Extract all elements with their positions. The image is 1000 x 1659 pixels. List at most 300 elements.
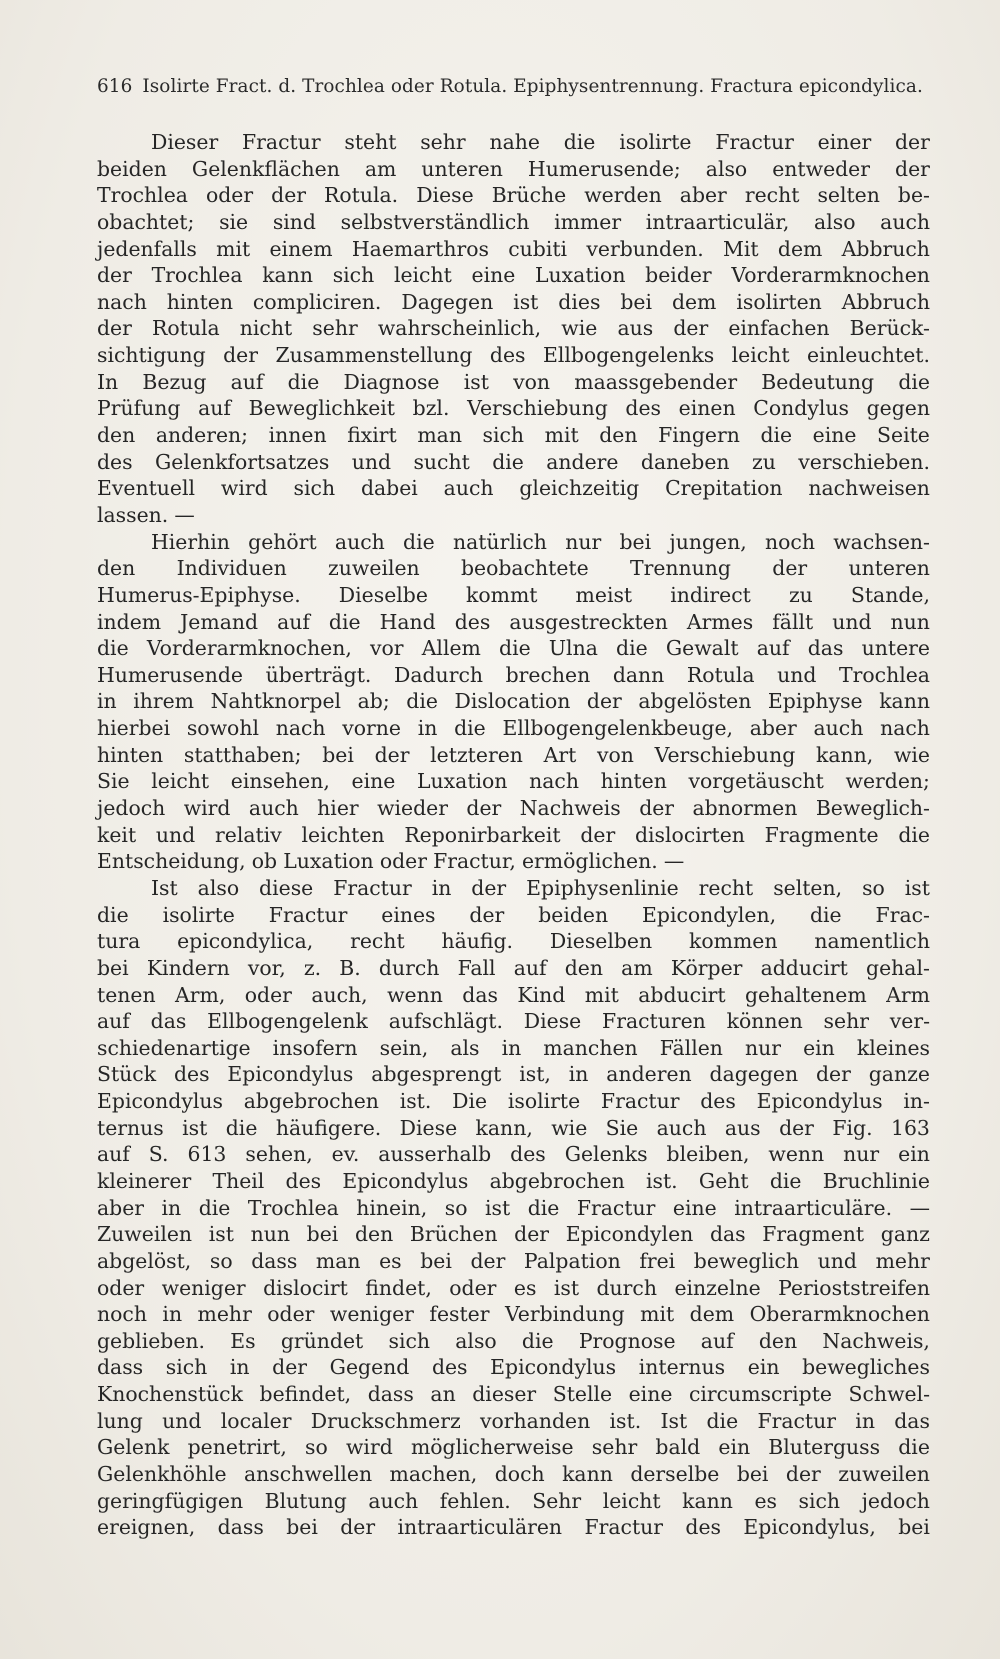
- text-line: [97, 1195, 930, 1222]
- word: Diese: [416, 183, 474, 208]
- word: wahrscheinlich,: [377, 316, 542, 341]
- word: Gelenks: [564, 1142, 648, 1167]
- text-line: [97, 289, 930, 316]
- word: abgebrochen: [489, 1168, 625, 1193]
- word: Trennung: [629, 556, 731, 581]
- word: des: [685, 1515, 721, 1540]
- word: Allem: [421, 636, 481, 661]
- word: anderen;: [155, 423, 249, 448]
- word: sehr: [823, 1009, 869, 1034]
- word: namentlich: [814, 929, 930, 954]
- word: bleiben,: [666, 1142, 750, 1167]
- word: des: [97, 449, 133, 474]
- word: gleichzeitig: [519, 476, 640, 501]
- word: Es: [230, 1328, 256, 1353]
- word: Ellbogengelenk: [207, 1009, 368, 1034]
- word: befindet,: [259, 1382, 352, 1407]
- word: penetrirt,: [187, 1435, 287, 1460]
- word: bei: [736, 1462, 769, 1487]
- word: der: [471, 875, 507, 900]
- word: sehr: [591, 1435, 638, 1460]
- word: sehr: [420, 130, 466, 154]
- word: sie: [219, 209, 249, 234]
- word: leicht: [602, 1488, 661, 1513]
- word: anderen: [606, 1062, 692, 1087]
- word: Körper: [670, 955, 743, 980]
- word: jedenfalls: [97, 236, 197, 261]
- word: also: [455, 1328, 497, 1353]
- word: —: [909, 1195, 930, 1220]
- word: Condylus: [753, 396, 849, 421]
- word: Kindern: [146, 955, 230, 980]
- word: Reponirbarkeit: [404, 822, 561, 847]
- text-line: [97, 1035, 930, 1062]
- word: internus: [638, 1355, 726, 1380]
- word: Fractur,: [433, 849, 516, 874]
- word: werden: [584, 183, 662, 208]
- word: ganze: [868, 1062, 930, 1087]
- word: leicht: [151, 769, 210, 794]
- word: die: [527, 1195, 560, 1220]
- word: bei: [306, 1222, 339, 1247]
- word: tura: [97, 929, 141, 954]
- word: Luxation: [416, 769, 508, 794]
- word: Humerusende;: [527, 156, 681, 181]
- word: des: [285, 1168, 322, 1193]
- word: in: [431, 875, 452, 900]
- word: der: [779, 1115, 814, 1140]
- word: nun: [890, 609, 930, 634]
- word: der: [340, 1515, 376, 1540]
- text-line: [97, 262, 930, 289]
- word: es: [379, 1248, 402, 1273]
- word: ist: [553, 1275, 580, 1300]
- word: auch: [813, 716, 864, 741]
- word: Verbindung: [504, 1302, 625, 1327]
- running-title: Isolirte Fract. d. Trochlea oder Rotula. Epiphysentrennung. Fractura epicondylica.: [142, 76, 923, 97]
- word: ist: [208, 1222, 234, 1247]
- word: hinten: [166, 289, 233, 314]
- word: wird: [183, 796, 231, 821]
- word: die: [492, 449, 524, 474]
- word: die: [499, 636, 531, 661]
- word: kommt: [465, 582, 538, 607]
- word: die: [225, 1115, 258, 1140]
- word: die: [97, 636, 129, 661]
- word: das: [807, 636, 844, 661]
- word: obachtet;: [97, 209, 195, 234]
- word: wenn: [768, 1142, 825, 1167]
- word: Nachweis: [519, 796, 621, 821]
- word: auch: [656, 1115, 707, 1140]
- word: Die: [452, 1089, 488, 1114]
- word: ausgestreckten: [509, 609, 668, 634]
- word: Fractur: [757, 1408, 836, 1433]
- word: in: [162, 1302, 183, 1327]
- word: abgelösten: [638, 689, 752, 714]
- word: häufigere.: [275, 1115, 382, 1140]
- word: ist: [513, 289, 539, 314]
- word: Epicondylus,: [743, 1515, 876, 1540]
- word: Gelenkflächen: [191, 156, 340, 181]
- word: Frac-: [875, 902, 930, 927]
- word: ermöglichen.: [521, 849, 658, 874]
- word: auf: [97, 1142, 130, 1167]
- word: isolirten: [736, 289, 822, 314]
- word: lung: [97, 1408, 143, 1433]
- word: Gelenk: [97, 1435, 170, 1460]
- word: mit: [544, 423, 579, 448]
- word: die: [616, 636, 648, 661]
- word: abgelöst,: [97, 1248, 192, 1273]
- word: abgebrochen: [243, 1089, 379, 1114]
- word: abnormen: [692, 796, 798, 821]
- word: nur: [843, 1142, 880, 1167]
- word: der: [895, 130, 930, 154]
- word: Armes: [686, 609, 754, 634]
- word: steht: [344, 130, 397, 154]
- word: am: [364, 156, 397, 181]
- word: Verschiebung: [654, 742, 796, 767]
- word: Dieselben: [549, 929, 653, 954]
- word: den: [564, 955, 603, 980]
- word: findet,: [365, 1275, 432, 1300]
- word: als: [450, 1035, 480, 1060]
- word: relativ: [215, 822, 282, 847]
- word: eine: [812, 423, 857, 448]
- text-line: [97, 635, 930, 662]
- word: recht: [744, 183, 800, 208]
- text-line: [97, 1168, 930, 1195]
- word: tenen: [97, 982, 156, 1007]
- word: nun: [250, 1222, 290, 1247]
- word: wachsen-: [833, 529, 930, 554]
- word: wie: [561, 316, 598, 341]
- word: ihrem: [133, 689, 195, 714]
- word: häufig.: [441, 929, 514, 954]
- word: und: [155, 822, 196, 847]
- word: isolirte: [507, 1089, 581, 1114]
- word: in: [568, 1062, 589, 1087]
- word: Vorderarmknochen,: [146, 636, 352, 661]
- text-line: [97, 609, 930, 636]
- word: der: [466, 796, 502, 821]
- text-line: [97, 1488, 930, 1515]
- word: also: [705, 156, 748, 181]
- word: Oberarmknochen: [749, 1302, 930, 1327]
- word: dislocirten: [634, 822, 745, 847]
- text-line: [97, 502, 930, 529]
- word: einleuchtet.: [807, 343, 930, 368]
- word: Epicondylus: [490, 1355, 617, 1380]
- word: Stande,: [850, 582, 930, 607]
- word: Jemand: [180, 609, 259, 634]
- body-text: [97, 129, 930, 1541]
- word: aber: [679, 183, 727, 208]
- word: kleines: [856, 1035, 930, 1060]
- word: überträgt.: [265, 662, 372, 687]
- word: ist: [463, 369, 489, 394]
- word: die: [97, 902, 129, 927]
- word: intraarticuläre.: [734, 1195, 893, 1220]
- text-line: [97, 1088, 930, 1115]
- word: den: [97, 556, 136, 581]
- word: Rotula.: [324, 183, 399, 208]
- word: ausserhalb: [378, 1142, 492, 1167]
- word: an: [430, 1382, 456, 1407]
- word: Ellbogengelenkbeuge,: [502, 716, 734, 741]
- word: vorgetäuscht: [688, 769, 824, 794]
- word: der: [785, 1462, 821, 1487]
- word: in: [161, 1195, 182, 1220]
- word: Dislocation: [454, 689, 571, 714]
- text-line: [97, 875, 930, 902]
- word: des: [431, 1355, 468, 1380]
- word: das: [894, 1408, 930, 1433]
- word: mit: [216, 236, 251, 261]
- word: isolirte: [619, 130, 692, 154]
- word: ereignen,: [97, 1515, 196, 1540]
- word: auch: [368, 1488, 419, 1513]
- word: wird: [345, 1435, 393, 1460]
- word: sind: [272, 209, 316, 234]
- word: ist: [182, 1115, 208, 1140]
- word: dass: [251, 1248, 298, 1273]
- word: nachweisen: [808, 476, 930, 501]
- word: unteren: [421, 156, 503, 181]
- word: hinten: [97, 742, 164, 767]
- word: fehlen.: [439, 1488, 511, 1513]
- word: jedoch: [861, 1488, 930, 1513]
- word: ist.: [399, 1089, 432, 1114]
- word: vor,: [247, 955, 286, 980]
- word: und: [162, 1408, 202, 1433]
- word: verschieben.: [798, 449, 930, 474]
- word: bzl.: [412, 396, 450, 421]
- word: auch: [334, 529, 385, 554]
- word: Bedeutung: [761, 369, 875, 394]
- word: dies: [558, 289, 601, 314]
- word: Mit: [723, 236, 759, 261]
- word: meist: [575, 582, 633, 607]
- word: aber: [97, 1195, 145, 1220]
- word: durch: [596, 1275, 657, 1300]
- word: bei: [322, 742, 354, 767]
- word: der: [815, 1062, 851, 1087]
- word: ist: [904, 875, 930, 900]
- word: wieder: [377, 796, 448, 821]
- word: Gelenkfortsatzes: [155, 449, 330, 474]
- word: noch: [97, 1302, 147, 1327]
- word: ist: [485, 1195, 511, 1220]
- word: am: [621, 955, 653, 980]
- word: kann,: [815, 742, 874, 767]
- word: die: [521, 1328, 554, 1353]
- word: kann: [262, 263, 313, 288]
- word: Fractur: [333, 875, 412, 900]
- word: doch: [494, 1462, 545, 1487]
- word: sich: [798, 1488, 841, 1513]
- word: zu: [751, 449, 776, 474]
- word: beiden: [538, 902, 609, 927]
- word: Epicondylus: [756, 1089, 883, 1114]
- word: kleinerer: [97, 1168, 192, 1193]
- text-line: [97, 715, 930, 742]
- word: Palpation: [523, 1248, 621, 1273]
- word: ist,: [519, 1062, 551, 1087]
- word: den: [97, 423, 136, 448]
- word: hier: [317, 796, 359, 821]
- word: Gewalt: [665, 636, 739, 661]
- word: Stelle: [552, 1382, 613, 1407]
- text-line: [97, 1328, 930, 1355]
- word: bei: [286, 1515, 318, 1540]
- word: fällt: [772, 609, 814, 634]
- word: bei: [898, 1515, 930, 1540]
- word: sehr: [312, 316, 358, 341]
- word: Fractur: [268, 902, 348, 927]
- text-line: [97, 1115, 930, 1142]
- word: auf: [198, 396, 231, 421]
- text-line: [97, 1248, 930, 1275]
- word: der: [586, 689, 622, 714]
- word: kann: [879, 689, 930, 714]
- word: einem: [269, 236, 333, 261]
- word: anschwellen: [244, 1462, 373, 1487]
- word: das: [462, 982, 498, 1007]
- word: Bezug: [142, 369, 207, 394]
- word: des: [173, 1062, 210, 1087]
- word: auf: [756, 636, 790, 661]
- text-line: [97, 1381, 930, 1408]
- word: durch: [378, 955, 440, 980]
- word: leicht: [393, 263, 452, 288]
- word: localer: [220, 1408, 292, 1433]
- word: Epicondylus: [342, 1168, 469, 1193]
- text-line: [97, 902, 930, 929]
- word: die: [898, 369, 930, 394]
- word: kann: [562, 1462, 613, 1487]
- word: maassgebender: [574, 369, 738, 394]
- word: cubiti: [508, 236, 568, 261]
- word: ein: [898, 1142, 930, 1167]
- word: daneben: [640, 449, 730, 474]
- word: Abbruch: [841, 236, 930, 261]
- word: Luxation: [283, 849, 374, 874]
- word: des: [489, 343, 526, 368]
- word: oder: [449, 1275, 497, 1300]
- word: Fall: [457, 955, 496, 980]
- word: die: [809, 902, 842, 927]
- word: fester: [429, 1302, 490, 1327]
- word: ganz: [880, 1222, 930, 1247]
- word: der: [639, 796, 675, 821]
- text-line: [97, 236, 930, 263]
- word: gründet: [280, 1328, 364, 1353]
- word: bei: [420, 1248, 452, 1273]
- word: Blutung: [264, 1488, 347, 1513]
- word: selten: [817, 183, 880, 208]
- word: beider: [645, 263, 712, 288]
- word: ver-: [889, 1009, 930, 1034]
- word: den: [599, 423, 638, 448]
- word: dagegen: [709, 1062, 799, 1087]
- word: der: [514, 1222, 550, 1247]
- word: immer: [554, 209, 622, 234]
- word: nur: [565, 529, 602, 554]
- word: abgesprengt: [371, 1062, 502, 1087]
- word: hierbei: [97, 716, 171, 741]
- word: zu: [788, 582, 813, 607]
- word: der: [97, 316, 132, 341]
- text-line: [97, 1354, 930, 1381]
- text-line: [97, 156, 930, 183]
- word: so: [862, 875, 885, 900]
- word: der: [772, 556, 808, 581]
- word: Luxation: [535, 263, 626, 288]
- word: recht: [350, 929, 405, 954]
- word: Bluterguss: [768, 1435, 881, 1460]
- word: auf: [277, 609, 310, 634]
- word: keit: [97, 822, 137, 847]
- word: nicht: [239, 316, 293, 341]
- text-line: [97, 1275, 930, 1302]
- word: es: [513, 1275, 537, 1300]
- word: vorhanden: [480, 1408, 591, 1433]
- word: andere: [546, 449, 619, 474]
- word: Brüchen: [409, 1222, 498, 1247]
- word: verbunden.: [586, 236, 704, 261]
- word: die: [760, 423, 793, 448]
- word: Gelenkhöhle: [97, 1462, 227, 1487]
- word: nach: [529, 769, 579, 794]
- word: leicht: [731, 343, 790, 368]
- word: so: [444, 1195, 468, 1220]
- word: Epicondylen: [565, 1222, 694, 1247]
- word: Fingern: [658, 423, 740, 448]
- word: sich: [482, 423, 525, 448]
- word: der: [223, 343, 258, 368]
- word: Dieser: [151, 130, 219, 154]
- word: Humerusende: [97, 662, 243, 687]
- word: eine: [628, 1382, 673, 1407]
- word: sowohl: [186, 716, 259, 741]
- word: Fractur: [242, 130, 321, 154]
- word: werden;: [845, 769, 930, 794]
- word: Rotula: [686, 662, 755, 687]
- word: können: [726, 1009, 803, 1034]
- word: Fragmente: [764, 822, 879, 847]
- word: und: [351, 449, 392, 474]
- word: einsehen,: [230, 769, 330, 794]
- word: hinein,: [356, 1195, 428, 1220]
- word: natürlich: [452, 529, 547, 554]
- word: aber: [749, 716, 797, 741]
- text-line: [97, 555, 930, 582]
- word: statthaben;: [183, 742, 302, 767]
- word: die: [769, 1168, 802, 1193]
- word: bei: [620, 289, 652, 314]
- word: leichten: [301, 822, 385, 847]
- word: Entscheidung,: [97, 849, 246, 874]
- word: Verschiebung: [467, 396, 608, 421]
- word: das: [150, 1009, 187, 1034]
- word: oder: [379, 849, 427, 874]
- text-line: [97, 1514, 930, 1541]
- text-line: [97, 955, 930, 982]
- text-line: [97, 848, 930, 875]
- word: auf: [513, 955, 547, 980]
